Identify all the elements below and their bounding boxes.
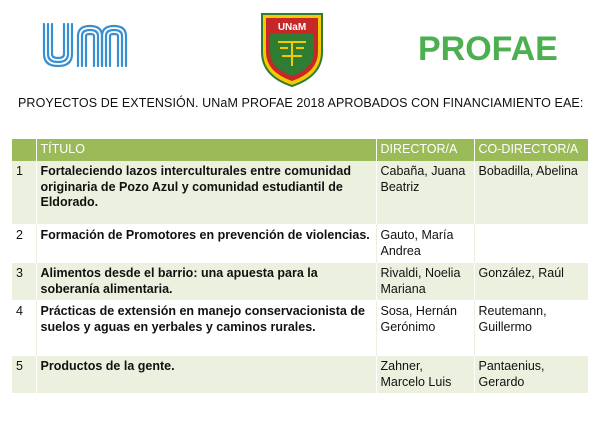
row-number: 3 [12,263,36,301]
projects-table [12,139,588,394]
project-title: Fortaleciendo lazos interculturales entre comunidad originaria de Pozo Azul y comunidad estudiantil de Eldorado. [36,161,376,225]
profae-logo [418,28,578,68]
project-director: Sosa, Hernán Gerónimo [376,301,474,356]
logo-bar [0,0,600,90]
project-title: Formación de Promotores en prevención de violencias. [36,225,376,263]
project-codirector: Reutemann, Guillermo [478,304,547,334]
unam-seal-logo [254,8,330,88]
row-number: 5 [12,356,36,394]
unam-text-logo [38,14,148,74]
project-director: Gauto, María Andrea [376,225,474,263]
table-row [12,263,588,301]
project-codirector [474,225,588,263]
row-number: 1 [12,161,36,225]
table-row [12,225,588,263]
seal-text: UNaM [277,22,307,33]
project-codirector: Bobadilla, Abelina [478,164,578,178]
header-codirector: CO-DIRECTOR/A [478,142,579,156]
project-director: Rivaldi, Noelia Mariana [376,263,474,301]
project-title: Productos de la gente. [36,356,376,394]
page-heading: PROYECTOS DE EXTENSIÓN. UNaM PROFAE 2018 APROBADOS CON FINANCIAMIENTO EAE: [18,96,584,110]
row-number: 4 [12,301,36,356]
table-row [12,301,588,356]
row-number: 2 [12,225,36,263]
project-title: Prácticas de extensión en manejo conservacionista de suelos y aguas en yerbales y caminos rurales. [36,301,376,356]
profae-text: PROFAE [418,30,558,68]
project-codirector: González, Raúl [478,266,564,280]
project-title: Alimentos desde el barrio: una apuesta para la soberanía alimentaria. [36,263,376,301]
project-codirector: Pantaenius, Gerardo [478,359,545,389]
project-director: Zahner, Marcelo Luis [376,356,474,394]
table-header-row [12,139,588,161]
header-director: DIRECTOR/A [376,139,474,161]
table-row [12,161,588,225]
header-title: TÍTULO [36,139,376,161]
table-row [12,356,588,394]
header-number [12,139,36,161]
project-director: Cabaña, Juana Beatriz [376,161,474,225]
